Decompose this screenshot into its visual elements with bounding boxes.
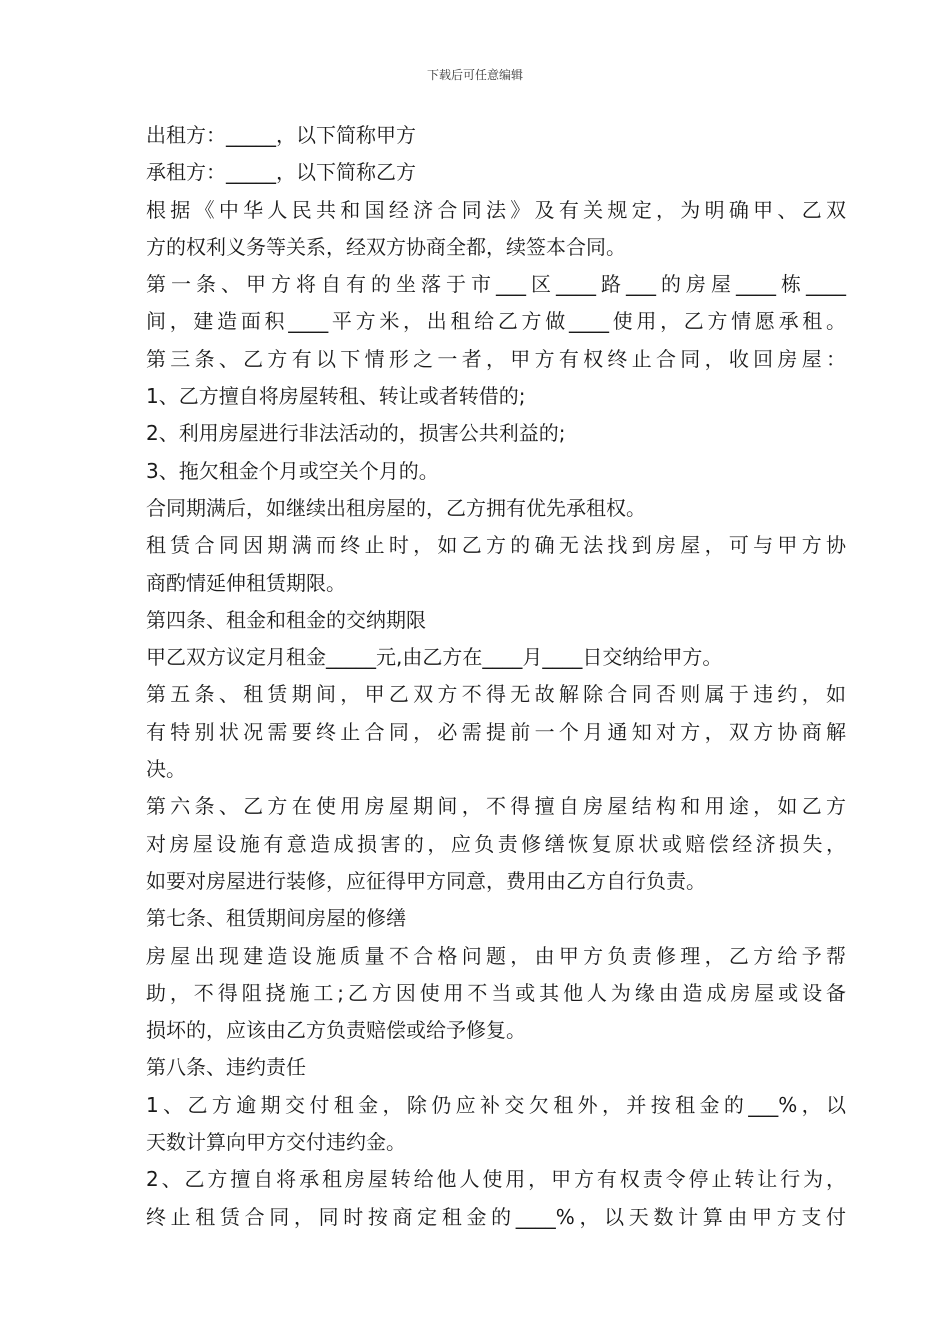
text-line: 第八条、违约责任 xyxy=(146,1055,306,1080)
text-line: 1、乙方逾期交付租金，除仍应补交欠租外，并按租金的___%，以 xyxy=(146,1092,846,1117)
text-line: 有特别状况需要终止合同，必需提前一个月通知对方，双方协商解 xyxy=(146,719,846,744)
text-line: 对房屋设施有意造成损害的，应负责修缮恢复原状或赔偿经济损失， xyxy=(146,831,846,856)
text-line: 损坏的，应该由乙方负责赔偿或给予修复。 xyxy=(146,1018,526,1043)
text-line: 商酌情延伸租赁期限。 xyxy=(146,570,346,595)
text-line: 第三条、乙方有以下情形之一者，甲方有权终止合同，收回房屋： xyxy=(146,346,846,371)
text-line: 2、乙方擅自将承租房屋转给他人使用，甲方有权责令停止转让行为， xyxy=(146,1167,846,1192)
text-line: 第一条、甲方将自有的坐落于市___区____路___的房屋____栋____ xyxy=(146,272,846,297)
text-line: 天数计算向甲方交付违约金。 xyxy=(146,1130,406,1155)
text-line: 间，建造面积____平方米，出租给乙方做____使用，乙方情愿承租。 xyxy=(146,309,846,334)
text-line: 出租方：_____，以下简称甲方 xyxy=(146,123,416,147)
contract-body xyxy=(146,117,846,1236)
text-line: 助，不得阻挠施工;乙方因使用不当或其他人为缘由造成房屋或设备 xyxy=(146,980,846,1005)
text-line: 3、拖欠租金个月或空关个月的。 xyxy=(146,458,439,483)
text-line: 甲乙双方议定月租金_____元,由乙方在____月____日交纳给甲方。 xyxy=(146,645,723,670)
text-line: 合同期满后，如继续出租房屋的，乙方拥有优先承租权。 xyxy=(146,495,646,520)
text-line: 第七条、租赁期间房屋的修缮 xyxy=(146,906,406,931)
text-line: 根据《中华人民共和国经济合同法》及有关规定，为明确甲、乙双 xyxy=(146,197,846,222)
page-header: 下载后可任意编辑 xyxy=(426,68,523,82)
text-line: 决。 xyxy=(146,757,186,782)
text-line: 方的权利义务等关系，经双方协商全都，续签本合同。 xyxy=(146,234,626,259)
text-line: 租赁合同因期满而终止时，如乙方的确无法找到房屋，可与甲方协 xyxy=(146,533,846,558)
text-line: 2、利用房屋进行非法活动的，损害公共利益的; xyxy=(146,421,566,446)
text-line: 第四条、租金和租金的交纳期限 xyxy=(146,607,426,632)
text-line: 第六条、乙方在使用房屋期间，不得擅自房屋结构和用途，如乙方 xyxy=(146,794,846,819)
text-line: 承租方：_____，以下简称乙方 xyxy=(146,160,416,185)
text-line: 1、乙方擅自将房屋转租、转让或者转借的; xyxy=(146,384,526,409)
text-line: 如要对房屋进行装修，应征得甲方同意，费用由乙方自行负责。 xyxy=(146,868,706,893)
text-line: 终止租赁合同，同时按商定租金的____%，以天数计算由甲方支付 xyxy=(146,1204,846,1229)
text-line: 房屋出现建造设施质量不合格问题，由甲方负责修理，乙方给予帮 xyxy=(146,943,846,968)
text-line: 第五条、租赁期间，甲乙双方不得无故解除合同否则属于违约，如 xyxy=(146,682,846,707)
